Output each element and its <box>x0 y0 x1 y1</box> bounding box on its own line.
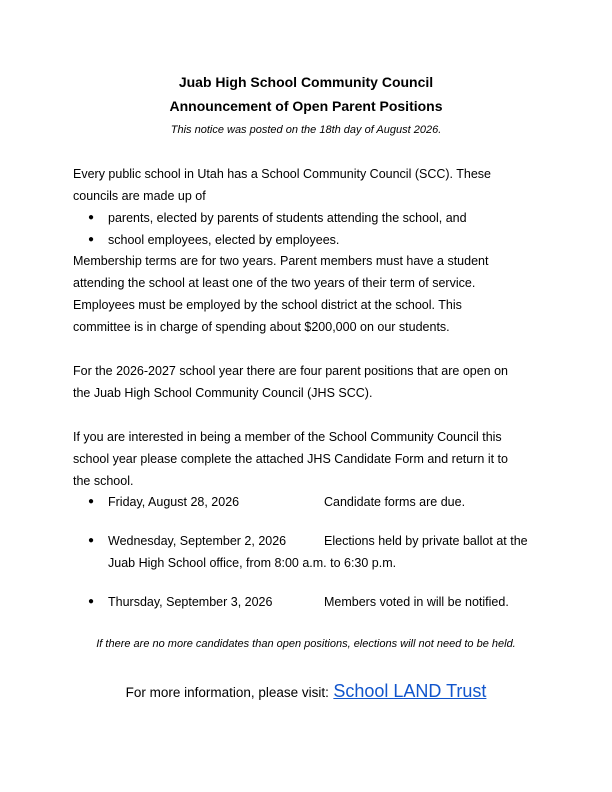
schedule-description: Members voted in will be notified. <box>324 595 509 609</box>
bullet-icon: ● <box>88 596 95 607</box>
bullet-icon: ● <box>88 496 95 507</box>
document-title: Juab High School Community Council <box>178 74 434 90</box>
bullet-icon: ● <box>88 234 95 245</box>
posting-notice: This notice was posted on the 18th day of August 2026. <box>170 124 442 136</box>
membership-line: Employees must be employed by the school district at the school. This <box>73 298 462 312</box>
schedule-description: Elections held by private ballot at the <box>324 534 528 548</box>
interest-line: the school. <box>73 474 134 488</box>
bullet-icon: ● <box>88 535 95 546</box>
intro-line: councils are made up of <box>73 189 206 203</box>
positions-line: For the 2026-2027 school year there are four parent positions that are open on <box>73 364 509 378</box>
membership-line: Membership terms are for two years. Parent members must have a student <box>73 254 489 268</box>
schedule-date: Wednesday, September 2, 2026 <box>108 534 287 548</box>
schedule-date: Thursday, September 3, 2026 <box>108 595 273 609</box>
more-info <box>0 681 612 702</box>
membership-line: attending the school at least one of the two years of their term of service. <box>73 276 476 290</box>
schedule-description: Candidate forms are due. <box>324 495 466 509</box>
positions-line: the Juab High School Community Council (JHS SCC). <box>73 386 373 400</box>
intro-line: Every public school in Utah has a School Community Council (SCC). These <box>73 167 492 181</box>
interest-line: school year please complete the attached JHS Candidate Form and return it to <box>73 452 508 466</box>
interest-line: If you are interested in being a member of the School Community Council this <box>73 430 502 444</box>
list-item: parents, elected by parents of students attending the school, and <box>108 211 467 225</box>
schedule-description-continued: Juab High School office, from 8:00 a.m. to 6:30 p.m. <box>108 556 397 570</box>
list-item: school employees, elected by employees. <box>108 233 340 247</box>
membership-line: committee is in charge of spending about $200,000 on our students. <box>73 320 450 334</box>
school-land-trust-link[interactable]: School LAND Trust <box>333 681 487 701</box>
footnote: If there are no more candidates than open positions, elections will not need to be held. <box>96 638 516 650</box>
more-info-label: For more information, please visit: <box>125 685 329 700</box>
document-subtitle: Announcement of Open Parent Positions <box>169 98 443 114</box>
schedule-date: Friday, August 28, 2026 <box>108 495 240 509</box>
bullet-icon: ● <box>88 212 95 223</box>
